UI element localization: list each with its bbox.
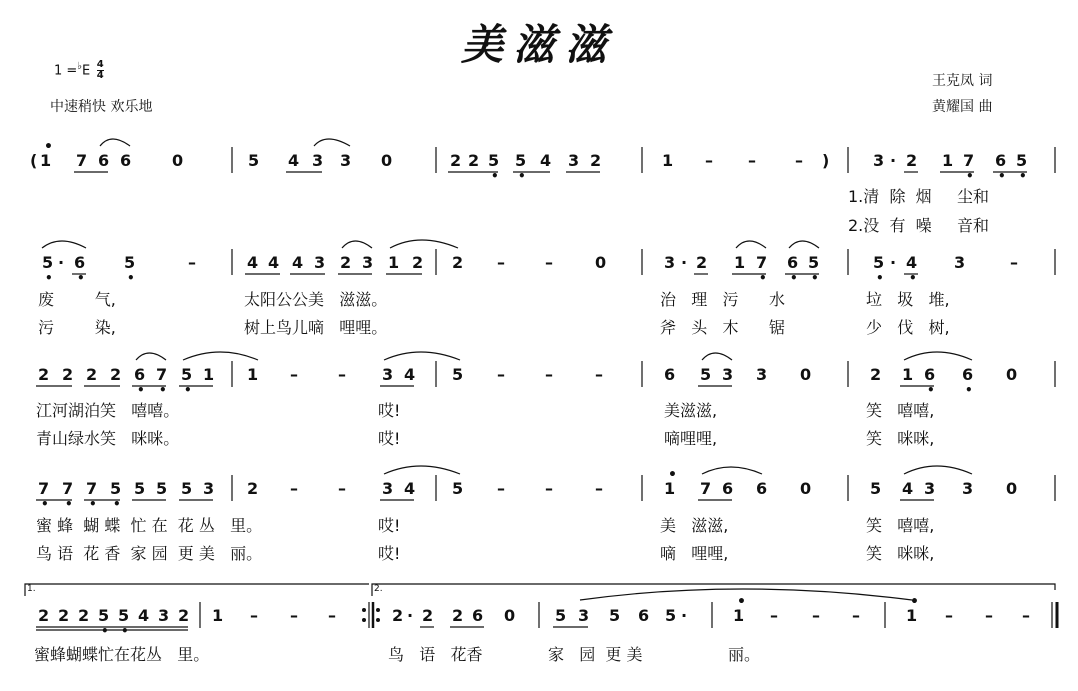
octave-dot-above: • <box>737 594 746 610</box>
note: 4 <box>292 253 304 272</box>
note: 2 <box>590 151 602 170</box>
tempo-marking: 中速稍快 欢乐地 <box>50 99 153 115</box>
note: – <box>945 606 953 625</box>
octave-dot-below: • <box>1019 169 1027 183</box>
note: 3 <box>578 606 590 625</box>
lyric-text: 哎! <box>378 544 401 563</box>
note: 3 <box>954 253 966 272</box>
lyric-text: 家 园 更 美 <box>548 645 643 664</box>
note: 6 <box>664 365 676 384</box>
octave-dot-below: • <box>876 271 884 285</box>
lyric-text: 笑 咪咪, <box>866 544 935 563</box>
note: 2 <box>450 151 462 170</box>
note: – <box>985 606 993 625</box>
note: 3 <box>722 365 734 384</box>
note: 2 <box>86 365 98 384</box>
notation-row <box>0 594 1078 645</box>
note: 5 • <box>118 606 130 638</box>
note: 1 <box>212 606 224 625</box>
note: 5 • <box>488 151 500 183</box>
note: · <box>890 253 897 272</box>
lyric-text: 垃 圾 堆, <box>866 290 950 309</box>
note: 5 <box>181 479 193 498</box>
note: 2 <box>38 365 50 384</box>
note: – <box>1010 253 1018 272</box>
note: 5 • <box>808 253 820 285</box>
note: 3 <box>756 365 768 384</box>
note: 4 <box>288 151 300 170</box>
octave-dot-below: • <box>909 271 917 285</box>
time-signature <box>97 60 104 81</box>
note: 4 <box>404 479 416 498</box>
octave-dot-above: • <box>910 594 919 610</box>
note: – <box>770 606 778 625</box>
note: 5 <box>665 606 677 625</box>
note: – <box>497 253 505 272</box>
note: – <box>188 253 196 272</box>
note: 6 <box>120 151 132 170</box>
time-top: 4 <box>96 59 104 70</box>
note: 0 <box>381 151 393 170</box>
note: 1 <box>734 253 746 272</box>
note: – <box>290 479 298 498</box>
note: 5 <box>452 365 464 384</box>
note: 5 <box>870 479 882 498</box>
note: – <box>812 606 820 625</box>
note: 3 <box>873 151 885 170</box>
note: 2 <box>110 365 122 384</box>
lyric-text: 笑 嘻嘻, <box>866 401 935 420</box>
note: – <box>545 479 553 498</box>
note: 5 • <box>42 253 54 285</box>
note: · <box>407 606 414 625</box>
note: – <box>705 151 713 170</box>
octave-dot-below: • <box>65 497 73 511</box>
note: – <box>595 365 603 384</box>
lyric-text: 嘀哩哩, <box>664 429 718 448</box>
note: 3 <box>362 253 374 272</box>
note: 3 <box>340 151 352 170</box>
note: 1 • <box>40 139 53 170</box>
note: – <box>497 365 505 384</box>
note: 3 <box>203 479 215 498</box>
lyric-text: 树上鸟儿嘀 哩哩。 <box>244 318 388 337</box>
note: 3 <box>962 479 974 498</box>
note: ( <box>30 151 38 170</box>
note: 6 <box>472 606 484 625</box>
octave-dot-below: • <box>45 271 53 285</box>
volta-second-label: 2. <box>374 584 383 594</box>
lyric-text: 蜜蜂蝴蝶忙在花丛 里。 <box>34 645 210 664</box>
octave-dot-below: • <box>77 271 85 285</box>
note: 0 <box>595 253 607 272</box>
lyric-text: 哎! <box>378 516 401 535</box>
octave-dot-below: • <box>159 383 167 397</box>
song-title: 美滋滋 <box>460 20 617 69</box>
note: 0 <box>1006 479 1018 498</box>
note: 5 <box>248 151 260 170</box>
note: 1 <box>942 151 954 170</box>
note: 4 <box>404 365 416 384</box>
note: 2 <box>58 606 70 625</box>
note: – <box>748 151 756 170</box>
note: · <box>681 253 688 272</box>
note: – <box>852 606 860 625</box>
note: 2 <box>452 606 464 625</box>
note: – <box>1022 606 1030 625</box>
note: 5 • <box>1016 151 1028 183</box>
lyric-text: 斧 头 木 锯 <box>660 318 786 337</box>
note: 7 • <box>62 479 74 511</box>
octave-dot-below: • <box>137 383 145 397</box>
note: 2 <box>247 479 259 498</box>
note: 2 <box>62 365 74 384</box>
note: 3 <box>312 151 324 170</box>
lyric-text: 嘀 哩哩, <box>660 544 729 563</box>
octave-dot-above: • <box>44 139 53 155</box>
note: 5 • <box>110 479 122 511</box>
note: 2 <box>452 253 464 272</box>
notation-row <box>0 139 1078 190</box>
time-bottom: 4 <box>96 70 104 81</box>
note: 5 <box>156 479 168 498</box>
note: 6 • <box>962 365 974 397</box>
note: 4 <box>138 606 150 625</box>
note: 4 <box>902 479 914 498</box>
note: 7 • <box>38 479 50 511</box>
lyric-text: 少 伐 树, <box>866 318 950 337</box>
note: 2 <box>178 606 190 625</box>
note: – <box>497 479 505 498</box>
octave-dot-below: • <box>759 271 767 285</box>
lyric-text: 污 染, <box>38 318 116 337</box>
note: 0 <box>504 606 516 625</box>
note: 4 • <box>906 253 918 285</box>
note: – <box>545 253 553 272</box>
note: 2 <box>392 606 404 625</box>
note: 6 <box>722 479 734 498</box>
note: 2 <box>422 606 434 625</box>
note: 6 • <box>924 365 936 397</box>
note: · <box>681 606 688 625</box>
note: 5 • <box>515 151 527 183</box>
note: 3 <box>382 365 394 384</box>
note: – <box>338 479 346 498</box>
notation-row <box>0 467 1078 518</box>
note: 0 <box>1006 365 1018 384</box>
lyric-text: 哎! <box>378 401 401 420</box>
note: 2 <box>38 606 50 625</box>
note: 3 <box>382 479 394 498</box>
volta-first-bracket <box>25 584 369 596</box>
lyric-text: 美 滋滋, <box>660 516 729 535</box>
note: ) <box>822 151 830 170</box>
note: 5 • <box>873 253 885 285</box>
octave-dot-below: • <box>998 169 1006 183</box>
note: 5 • <box>124 253 136 285</box>
lyric-text: 蜜 蜂 蝴 蝶 忙 在 花 丛 里。 <box>36 516 263 535</box>
note: 0 <box>172 151 184 170</box>
note: 7 <box>700 479 712 498</box>
lyric-text: 丽。 <box>728 645 761 664</box>
note: 2 <box>340 253 352 272</box>
note: 5 <box>700 365 712 384</box>
lyric-text: 鸟 语 花 香 家 园 更 美 丽。 <box>36 544 263 563</box>
note: 2 <box>906 151 918 170</box>
octave-dot-below: • <box>89 497 97 511</box>
note: 6 • <box>787 253 799 285</box>
octave-dot-below: • <box>127 271 135 285</box>
notation-row <box>0 252 1078 292</box>
note: – <box>338 365 346 384</box>
note: 7 • <box>86 479 98 511</box>
octave-dot-below: • <box>965 383 973 397</box>
note: – <box>328 606 336 625</box>
note: 3 <box>158 606 170 625</box>
note: · <box>58 253 65 272</box>
octave-dot-below: • <box>41 497 49 511</box>
octave-dot-below: • <box>184 383 192 397</box>
note: 3 <box>664 253 676 272</box>
note: 1 • <box>906 594 919 625</box>
lyric-text: 哎! <box>378 429 401 448</box>
note: 5 <box>609 606 621 625</box>
volta-second-bracket <box>372 584 1055 596</box>
volta-first-label: 1. <box>27 584 36 594</box>
lyric-text: 鸟 语 花香 <box>388 645 483 664</box>
note: 1 • <box>733 594 746 625</box>
note: 4 <box>540 151 552 170</box>
key-prefix: 1 = <box>54 63 78 79</box>
note: 5 <box>452 479 464 498</box>
note: – <box>290 606 298 625</box>
note: 2 <box>696 253 708 272</box>
notation-row <box>0 364 1078 404</box>
note: 7 <box>76 151 88 170</box>
note: 1 <box>247 365 259 384</box>
note: 3 <box>568 151 580 170</box>
note: – <box>290 365 298 384</box>
note: 2 <box>78 606 90 625</box>
note: 5 <box>555 606 567 625</box>
octave-dot-below: • <box>518 169 526 183</box>
note: 2 <box>412 253 424 272</box>
lyric-text: 笑 嘻嘻, <box>866 516 935 535</box>
lyric-text: 1.清 除 烟 尘和 <box>848 187 990 206</box>
note: 6 • <box>134 365 146 397</box>
octave-dot-below: • <box>790 271 798 285</box>
note: · <box>890 151 897 170</box>
flat-sign: ♭ <box>77 60 83 72</box>
note: 1 <box>902 365 914 384</box>
octave-dot-below: • <box>121 624 129 638</box>
note: 6 • <box>995 151 1007 183</box>
note: 6 • <box>74 253 86 285</box>
octave-dot-above: • <box>668 467 677 483</box>
lyric-text: 2.没 有 噪 音和 <box>848 216 990 235</box>
composer-credit: 黄耀国 曲 <box>932 99 993 115</box>
note: 4 <box>268 253 280 272</box>
note: 1 <box>662 151 674 170</box>
note: 3 <box>314 253 326 272</box>
key-signature <box>54 60 104 81</box>
note: 1 <box>388 253 400 272</box>
octave-dot-below: • <box>101 624 109 638</box>
note: 0 <box>800 479 812 498</box>
octave-dot-below: • <box>927 383 935 397</box>
note: – <box>795 151 803 170</box>
note: 1 • <box>664 467 677 498</box>
note: 6 <box>756 479 768 498</box>
note: 5 • <box>181 365 193 397</box>
lyricist-credit: 王克凤 词 <box>932 73 993 89</box>
note: 1 <box>203 365 215 384</box>
octave-dot-below: • <box>966 169 974 183</box>
lyric-text: 青山绿水笑 咪咪。 <box>36 429 180 448</box>
note: 5 • <box>98 606 110 638</box>
octave-dot-below: • <box>491 169 499 183</box>
note: 0 <box>800 365 812 384</box>
note: – <box>250 606 258 625</box>
note: – <box>595 479 603 498</box>
note: 7 • <box>156 365 168 397</box>
note: 3 <box>924 479 936 498</box>
note: – <box>545 365 553 384</box>
note: 7 • <box>756 253 768 285</box>
note: 2 <box>870 365 882 384</box>
octave-dot-below: • <box>811 271 819 285</box>
lyric-text: 笑 咪咪, <box>866 429 935 448</box>
note: 5 <box>134 479 146 498</box>
lyric-text: 太阳公公美 滋滋。 <box>244 290 388 309</box>
lyric-text: 江河湖泊笑 嘻嘻。 <box>36 401 180 420</box>
note: 6 <box>638 606 650 625</box>
note: 6 <box>98 151 110 170</box>
octave-dot-below: • <box>113 497 121 511</box>
note: 2 <box>468 151 480 170</box>
note: 7 • <box>963 151 975 183</box>
key-note: E <box>82 63 91 79</box>
lyric-text: 美滋滋, <box>664 401 718 420</box>
lyric-text: 废 气, <box>38 290 116 309</box>
note: 4 <box>247 253 259 272</box>
lyric-text: 治 理 污 水 <box>660 290 786 309</box>
